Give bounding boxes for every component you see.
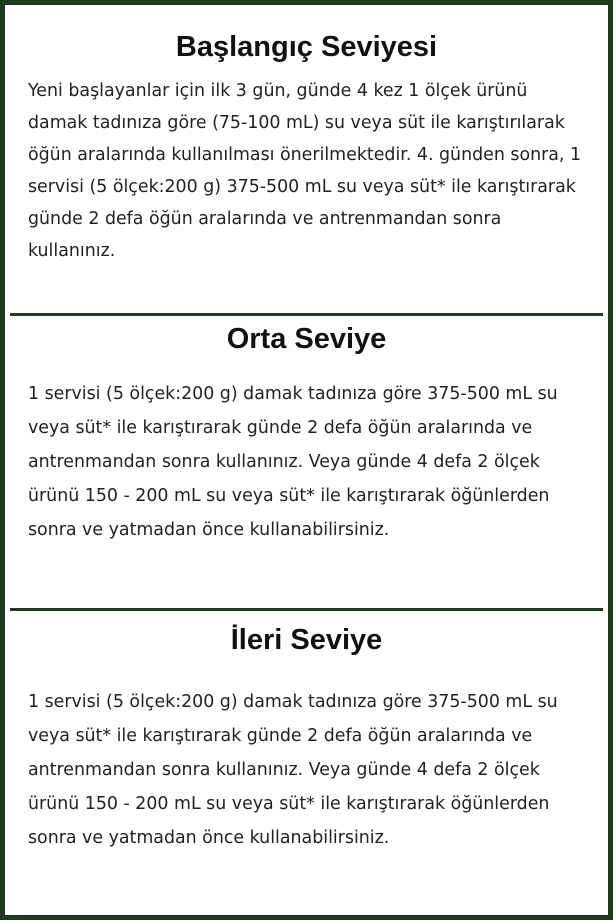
section-text-advanced: 1 servisi (5 ölçek:200 g) damak tadınıza göre 375-500 mL su veya süt* ile karıştırarak günde 2 defa öğün aralarında ve antrenmandan sonra kullanınız. Veya günde 4 defa 2 ölçek ürünü 150 - 200 mL su veya süt* ile karıştırarak öğünlerden sonra ve yatmadan önce kullanabilirsiniz. [28,692,558,848]
section-title-advanced: İleri Seviye [230,624,383,656]
section-intermediate [10,316,603,608]
section-beginner [10,10,603,313]
section-text-intermediate: 1 servisi (5 ölçek:200 g) damak tadınıza göre 375-500 mL su veya süt* ile karıştırarak günde 2 defa öğün aralarında ve antrenmandan sonra kullanınız. Veya günde 4 defa 2 ölçek ürünü 150 - 200 mL su veya süt* ile karıştırarak öğünlerden sonra ve yatmadan önce kullanabilirsiniz. [28,384,558,540]
section-text-beginner: Yeni başlayanlar için ilk 3 gün, günde 4 kez 1 ölçek ürünü damak tadınıza göre (75-100 mL) su veya süt ile karıştırılarak öğün aralarında kullanılması önerilmektedir. 4. günden sonra, 1 servisi (5 ölçek:200 g) 375-500 mL su veya süt* ile karıştırarak günde 2 defa öğün aralarında ve antrenmandan sonra kullanınız. [28,81,582,261]
section-title-beginner: Başlangıç Seviyesi [175,31,438,63]
section-title-intermediate: Orta Seviye [226,323,387,355]
section-advanced [10,611,603,920]
